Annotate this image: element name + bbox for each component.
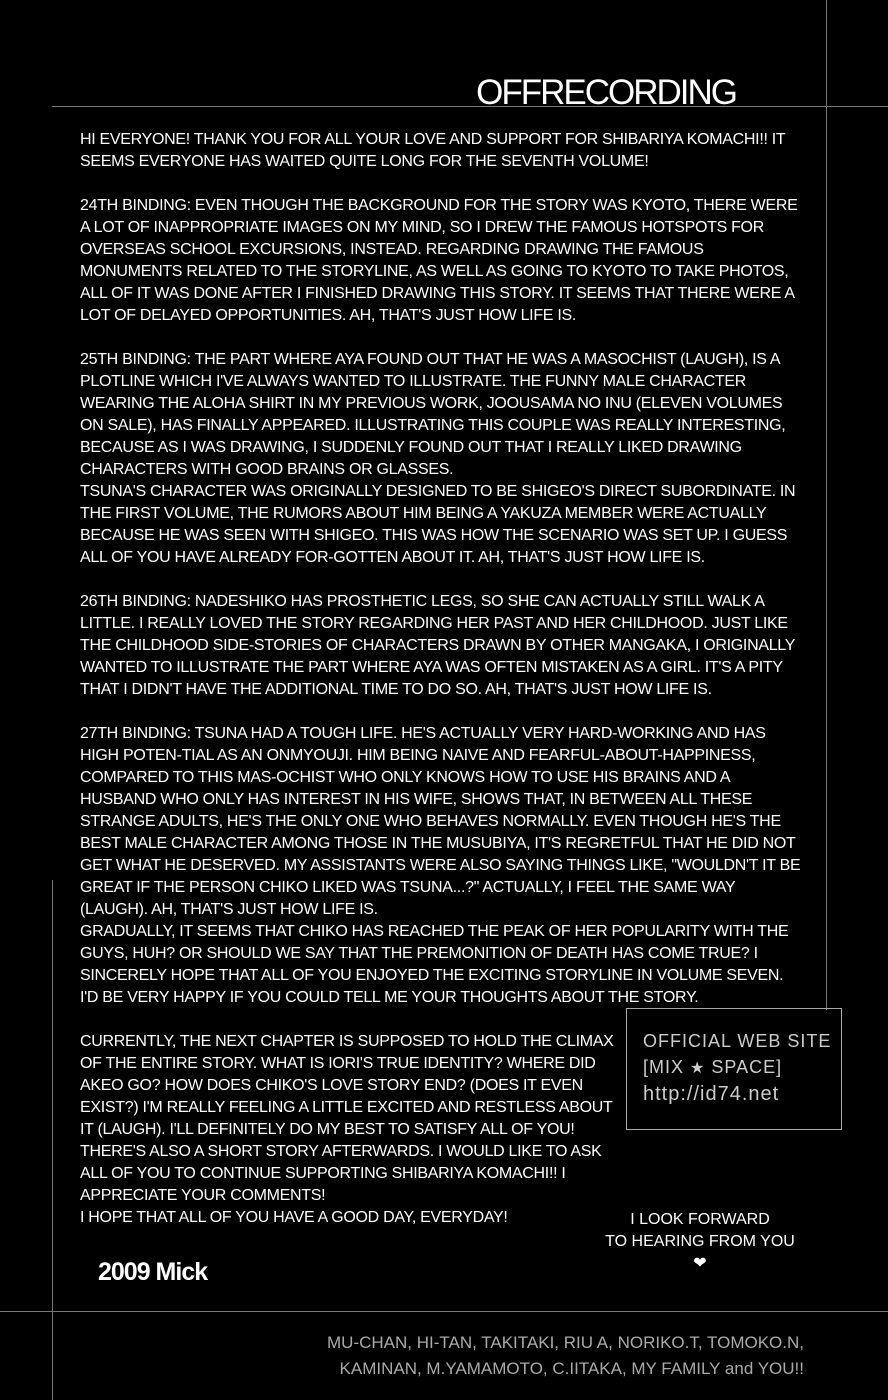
author-signature: 2009 Mick	[98, 1258, 208, 1286]
star-icon: ★	[690, 1060, 706, 1077]
paragraph-26th-binding: 26TH BINDING: NADESHIKO HAS PROSTHETIC LEGS, SO SHE CAN ACTUALLY STILL WALK A LITTLE. I REALLY LOVED THE STORY REGARDING HER PAST AND HER CHILDHOOD. JUST LIKE THE CHILDHOOD SIDE-STORIES OF CHARACTERS DRAWN BY OTHER MANGAKA, I ORIGINALLY WANTED TO ILLUSTRATE THE PART WHERE AYA WAS OFTEN MISTAKEN AS A GIRL. IT'S A PITY THAT I DIDN'T HAVE THE ADDITIONAL TIME TO DO SO. AH, THAT'S JUST HOW LIFE IS.	[80, 593, 795, 698]
website-title: OFFICIAL WEB SITE	[643, 1031, 832, 1051]
paragraph-25th-binding: 25TH BINDING: THE PART WHERE AYA FOUND OUT THAT HE WAS A MASOCHIST (LAUGH), IS A PLOTLINE WHICH I'VE ALWAYS WANTED TO ILLUSTRATE. THE FUNNY MALE CHARACTER WEARING THE ALOHA SHIRT IN MY PREVIOUS WORK, JOOUSAMA NO INU (ELEVEN VOLUMES ON SALE), HAS FINALLY APPEARED. ILLUSTRATING THIS COUPLE WAS REALLY INTERESTING, BECAUSE AS I WAS DRAWING, I SUDDENLY FOUND OUT THAT I REALLY LIKED DRAWING CHARACTERS WITH GOOD BRAINS OR GLASSES.	[80, 351, 786, 478]
paragraph-tsuna-character: TSUNA'S CHARACTER WAS ORIGINALLY DESIGNED TO BE SHIGEO'S DIRECT SUBORDINATE. IN THE FIRST VOLUME, THE RUMORS ABOUT HIM BEING A YAKUZA MEMBER WERE ACTUALLY BECAUSE HE WAS SEEN WITH SHIGEO. THIS WAS HOW THE SCENARIO WAS SET UP. I GUESS ALL OF YOU HAVE ALREADY FOR-GOTTEN ABOUT IT. AH, THAT'S JUST HOW LIFE IS.	[80, 483, 796, 566]
title-underline	[52, 106, 888, 107]
acknowledgements	[327, 1330, 804, 1382]
heart-icon: ❤	[693, 1255, 707, 1272]
right-border-line	[826, 0, 827, 1010]
closing-line-1: I LOOK FORWARD	[630, 1211, 770, 1228]
bottom-divider-line	[0, 1311, 888, 1312]
left-border-line	[52, 880, 53, 1400]
website-mix-label: [MIX	[643, 1057, 685, 1077]
closing-line-2-text: TO HEARING FROM YOU	[605, 1233, 795, 1250]
website-url-link[interactable]: http://id74.net	[643, 1083, 780, 1105]
website-space-label: SPACE]	[711, 1057, 783, 1077]
closing-line-2	[598, 1231, 802, 1275]
paragraph-next-chapter: CURRENTLY, THE NEXT CHAPTER IS SUPPOSED TO HOLD THE CLIMAX OF THE ENTIRE STORY. WHAT IS IORI'S TRUE IDENTITY? WHERE DID AKEO GO? HOW DOES CHIKO'S LOVE STORY END? (DOES IT EVEN EXIST?) I'M REALLY FEELING A LITTLE EXCITED AND RESTLESS ABOUT IT (LAUGH). I'LL DEFINITELY DO MY BEST TO SATISFY ALL OF YOU! THERE'S ALSO A SHORT STORY AFTERWARDS. I WOULD LIKE TO ASK ALL OF YOU TO CONTINUE SUPPORTING SHIBARIYA KOMACHI!! I APPRECIATE YOUR COMMENTS!	[80, 1033, 614, 1204]
paragraph-intro: HI EVERYONE! THANK YOU FOR ALL YOUR LOVE AND SUPPORT FOR SHIBARIYA KOMACHI!! IT SEEMS EVERYONE HAS WAITED QUITE LONG FOR THE SEVENTH VOLUME!	[80, 131, 786, 170]
paragraph-24th-binding: 24TH BINDING: EVEN THOUGH THE BACKGROUND FOR THE STORY WAS KYOTO, THERE WERE A LOT OF INAPPROPRIATE IMAGES ON MY MIND, SO I DREW THE FAMOUS HOTSPOTS FOR OVERSEAS SCHOOL EXCURSIONS, INSTEAD. REGARDING DRAWING THE FAMOUS MONUMENTS RELATED TO THE STORYLINE, AS WELL AS GOING TO KYOTO TO TAKE PHOTOS, ALL OF IT WAS DONE AFTER I FINISHED DRAWING THIS STORY. IT SEEMS THAT THERE WERE A LOT OF DELAYED OPPORTUNITIES. AH, THAT'S JUST HOW LIFE IS.	[80, 197, 798, 324]
website-mix-space	[643, 1057, 782, 1078]
page-title: OFFRECORDING	[476, 73, 736, 113]
paragraph-27th-binding: 27TH BINDING: TSUNA HAD A TOUGH LIFE. HE'S ACTUALLY VERY HARD-WORKING AND HAS HIGH POTEN-TIAL AS AN ONMYOUJI. HIM BEING NAIVE AND FEARFUL-ABOUT-HAPPINESS, COMPARED TO THIS MAS-OCHIST WHO ONLY KNOWS HOW TO USE HIS BRAINS AND A HUSBAND WHO ONLY HAS INTEREST IN HIS WIFE, SHOWS THAT, IN BETWEEN ALL THESE STRANGE ADULTS, HE'S THE ONLY ONE WHO BEHAVES NORMALLY. EVEN THOUGH HE'S THE BEST MALE CHARACTER AMONG THOSE IN THE MUSUBIYA, IT'S REGRETFUL THAT HE DID NOT GET WHAT HE DESERVED. MY ASSISTANTS WERE ALSO SAYING THINGS LIKE, "WOULDN'T IT BE GREAT IF THE PERSON CHIKO LIKED WAS TSUNA...?" ACTUALLY, I FEEL THE SAME WAY (LAUGH). AH, THAT'S JUST HOW LIFE IS.	[80, 725, 801, 918]
paragraph-good-day: I HOPE THAT ALL OF YOU HAVE A GOOD DAY, EVERYDAY!	[80, 1209, 508, 1226]
acknowledgements-line-1: MU-CHAN, HI-TAN, TAKITAKI, RIU A, NORIKO.T, TOMOKO.N,	[327, 1333, 804, 1352]
paragraph-chiko-popularity: GRADUALLY, IT SEEMS THAT CHIKO HAS REACHED THE PEAK OF HER POPULARITY WITH THE GUYS, HUH? OR SHOULD WE SAY THAT THE PREMONITION OF DEATH HAS COME TRUE? I SINCERELY HOPE THAT ALL OF YOU ENJOYED THE EXCITING STORYLINE IN VOLUME SEVEN. I'D BE VERY HAPPY IF YOU COULD TELL ME YOUR THOUGHTS ABOUT THE STORY.	[80, 923, 789, 1006]
official-website-box	[626, 1008, 842, 1130]
closing-message	[598, 1209, 802, 1275]
acknowledgements-line-2: KAMINAN, M.YAMAMOTO, C.IITAKA, MY FAMILY and YOU!!	[339, 1359, 804, 1378]
